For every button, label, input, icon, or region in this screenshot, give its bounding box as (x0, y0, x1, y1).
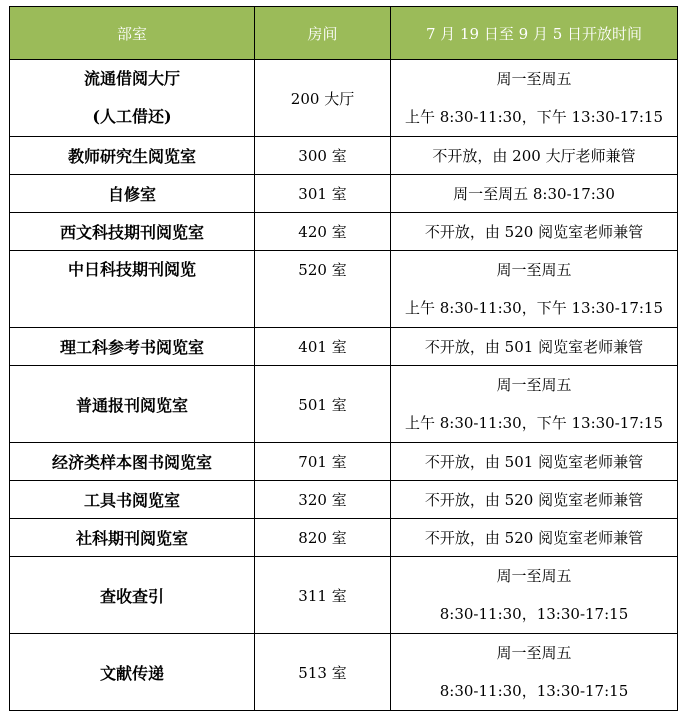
hours-cell: 周一至周五 8:30-17:30 (391, 175, 678, 213)
hours-cell: 不开放，由 501 阅览室老师兼管 (391, 328, 678, 366)
table-row (10, 213, 678, 251)
table-row (10, 634, 678, 711)
room-cell: 820 室 (255, 519, 391, 557)
dept-cell: 普通报刊阅览室 (10, 366, 255, 443)
room-cell: 501 室 (255, 366, 391, 443)
table-row (10, 137, 678, 175)
dept-cell: 理工科参考书阅览室 (10, 328, 255, 366)
dept-cell: 文献传递 (10, 634, 255, 711)
dept-cell: 查收查引 (10, 557, 255, 634)
room-cell: 300 室 (255, 137, 391, 175)
dept-cell: 社科期刊阅览室 (10, 519, 255, 557)
hours-cell: 不开放，由 501 阅览室老师兼管 (391, 443, 678, 481)
hours-line: 上午 8:30-11:30，下午 13:30-17:15 (404, 414, 664, 432)
dept-cell (10, 60, 255, 137)
hours-cell (391, 634, 678, 711)
hours-line: 周一至周五 (496, 70, 572, 88)
table-row (10, 557, 678, 634)
room-cell (255, 251, 391, 328)
hours-cell: 不开放，由 520 阅览室老师兼管 (391, 213, 678, 251)
hours-cell (391, 557, 678, 634)
hours-cell (391, 251, 678, 328)
header-hours: 7 月 19 日至 9 月 5 日开放时间 (391, 7, 678, 60)
table-row (10, 481, 678, 519)
dept-cell: 西文科技期刊阅览室 (10, 213, 255, 251)
hours-cell (391, 366, 678, 443)
room-cell: 420 室 (255, 213, 391, 251)
room-cell: 401 室 (255, 328, 391, 366)
hours-line: 周一至周五 (496, 376, 572, 394)
room-cell: 320 室 (255, 481, 391, 519)
room-cell: 513 室 (255, 634, 391, 711)
dept-note: (人工借还) (92, 107, 172, 126)
room-cell: 200 大厅 (255, 60, 391, 137)
header-dept: 部室 (10, 7, 255, 60)
dept-cell: 工具书阅览室 (10, 481, 255, 519)
hours-line: 上午 8:30-11:30，下午 13:30-17:15 (404, 108, 664, 126)
table-row (10, 443, 678, 481)
dept-name: 流通借阅大厅 (83, 69, 180, 88)
dept-cell: 教师研究生阅览室 (10, 137, 255, 175)
hours-line: 8:30-11:30，13:30-17:15 (439, 682, 629, 700)
table-row (10, 60, 678, 137)
room-cell: 701 室 (255, 443, 391, 481)
table-row (10, 328, 678, 366)
table-row (10, 519, 678, 557)
hours-cell: 不开放，由 200 大厅老师兼管 (391, 137, 678, 175)
room-cell: 301 室 (255, 175, 391, 213)
table-row (10, 251, 678, 328)
hours-line: 8:30-11:30，13:30-17:15 (439, 605, 629, 623)
hours-line: 上午 8:30-11:30，下午 13:30-17:15 (404, 299, 664, 317)
dept-cell: 自修室 (10, 175, 255, 213)
hours-cell: 不开放，由 520 阅览室老师兼管 (391, 481, 678, 519)
dept-cell (10, 251, 255, 328)
hours-cell: 不开放，由 520 阅览室老师兼管 (391, 519, 678, 557)
dept-name: 中日科技期刊阅览 (67, 260, 196, 279)
hours-line: 周一至周五 (496, 261, 572, 279)
table-row (10, 175, 678, 213)
room-cell: 311 室 (255, 557, 391, 634)
opening-hours-table (9, 6, 678, 711)
header-room: 房间 (255, 7, 391, 60)
room-number: 520 室 (298, 261, 347, 279)
hours-cell (391, 60, 678, 137)
table-header-row (10, 7, 678, 60)
hours-line: 周一至周五 (496, 567, 572, 585)
hours-line: 周一至周五 (496, 644, 572, 662)
table-row (10, 366, 678, 443)
dept-cell: 经济类样本图书阅览室 (10, 443, 255, 481)
